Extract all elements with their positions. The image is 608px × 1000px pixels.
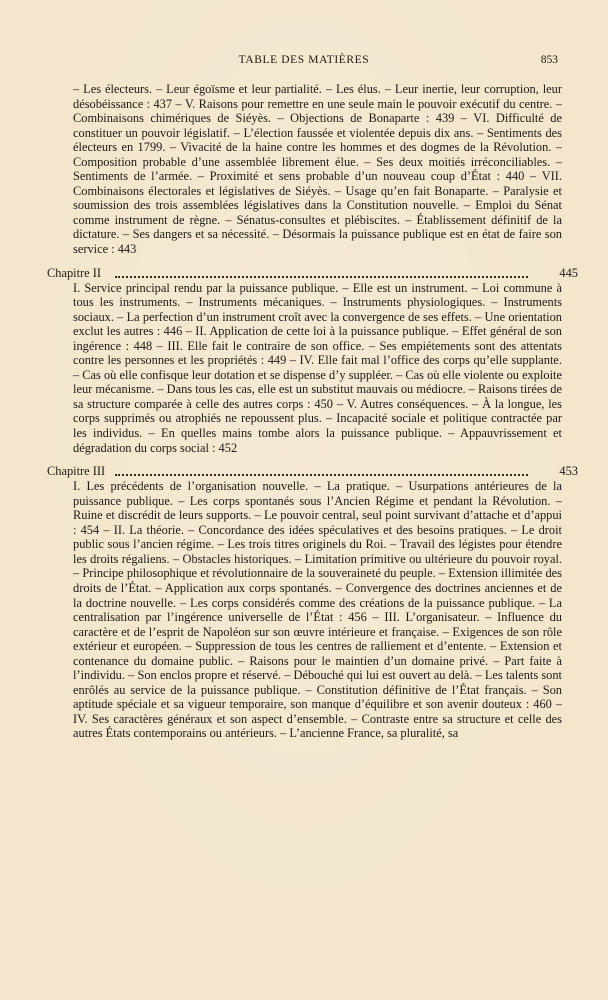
table-of-contents [47,82,578,741]
page-title: TABLE DES MATIÈRES [238,54,370,66]
page-number: 853 [540,54,558,66]
chapter-page-ref: 445 [555,266,578,281]
chapter-page-ref: 453 [555,464,578,479]
chapter-summary-paragraph: I. Les précédents de l’organisation nouvelle. – La pratique. – Usurpations antérieures de la puissance publique. – Les corps spontanés sous l’Ancien Régime et pendant la Révolution. – Ruine et discrédit de leurs supports. – Le pouvoir central, seul point survivant d’attache et d’appui : 454 – II. La théorie. – Concordance des idées spéculatives et des besoins pratiques. – Le droit public sous l’ancien régime. – Les trois titres originels du Roi. – Travail des légistes pour étendre les droits régaliens. – Obstacles historiques. – Limitation primitive ou ultérieure du pouvoir royal. – Principe philosophique et révolutionnaire de la souveraineté du peuple. – Extension illimitée des droits de l’État. – Application aux corps spontanés. – Convergence des doctrines anciennes et de la doctrine nouvelle. – Les corps considérés comme des créations de la puissance publique. – La centralisation par l’ingérence universelle de l’État : 456 – III. L’organisateur. – Influence du caractère et de l’esprit de Napoléon sur son œuvre intérieure et française. – Exigences de son rôle extérieur et européen. – Suppression de tous les centres de ralliement et d’entente. – Extension et contenance du domaine public. – Raisons pour le maintien d’un domaine privé. – Part faite à l’individu. – Son enclos propre et réservé. – Débouché qui lui est ouvert au delà. – Les talents sont enrôlés au service de la puissance publique. – Constitution définitive de l’État français. – Son aptitude spéciale et sa vigueur temporaire, son manque d’équilibre et son avenir douteux : 460 – IV. Ses caractères généraux et son aspect d’ensemble. – Contraste entre sa structure et celle des autres États contemporains ou antérieurs. – L’ancienne France, sa pluralité, sa [73,479,562,741]
intro-summary-paragraph: – Les électeurs. – Leur égoïsme et leur partialité. – Les élus. – Leur inertie, leur corruption, leur désobéissance : 437 – V. Raisons pour remettre en une seule main le pouvoir exécutif du centre. – Combinaisons chimériques de Siéyès. – Objections de Bonaparte : 439 – VI. Difficulté de constituer un pouvoir législatif. – L’élection faussée et violentée depuis dix ans. – Sentiments des électeurs en 1799. – Vivacité de la haine contre les hommes et des dogmes de la Révolution. – Composition probable d’une assemblée librement élue. – Ses deux moitiés irréconciliables. – Sentiments de l’armée. – Proximité et sens probable d’un nouveau coup d’État : 440 – VII. Combinaisons électorales et législatives de Siéyès. – Usage qu’en fait Bonaparte. – Paralysie et soumission des trois assemblées législatives dans la Constitution nouvelle. – Emploi du Sénat comme instrument de règne. – Sénatus-consultes et plébiscites. – Établissement définitif de la dictature. – Ses dangers et sa nécessité. – Désormais la puissance publique est en état de faire son service : 443 [73,82,562,257]
dot-leader [115,474,528,476]
toc-entry-chapter-2 [47,265,578,281]
chapter-label: Chapitre III [47,464,106,479]
toc-entry-chapter-3 [47,464,578,479]
chapter-summary-paragraph: I. Service principal rendu par la puissance publique. – Elle est un instrument. – Loi commune à tous les instruments. – Instruments mécaniques. – Instruments physiologiques. – Instruments sociaux. – La perfection d’un instrument croît avec la convergence de ses effets. – Une orientation exclut les autres : 446 – II. Application de cette loi à la puissance publique. – Effet général de son ingérence : 448 – III. Elle fait le contraire de son office. – Ses empiétements sont des attentats contre les personnes et les propriétés : 449 – IV. Elle fait mal l’office des corps qu’elle supplante. – Cas où elle confisque leur dotation et se dispense d’y suppléer. – Cas où elle violente ou exploite leur mécanisme. – Dans tous les cas, elle est un substitut mauvais ou médiocre. – Raisons tirées de sa structure comparée à celle des autres corps : 450 – V. Autres conséquences. – À la longue, les corps supprimés ou atrophiés ne repoussent plus. – Incapacité sociale et politique contractée par les individus. – En quelles mains tombe alors la puissance publique. – Appauvrissement et dégradation du corps social : 452 [73,280,562,455]
running-header [0,54,608,70]
chapter-label: Chapitre II [47,265,102,280]
dot-leader [115,276,528,278]
